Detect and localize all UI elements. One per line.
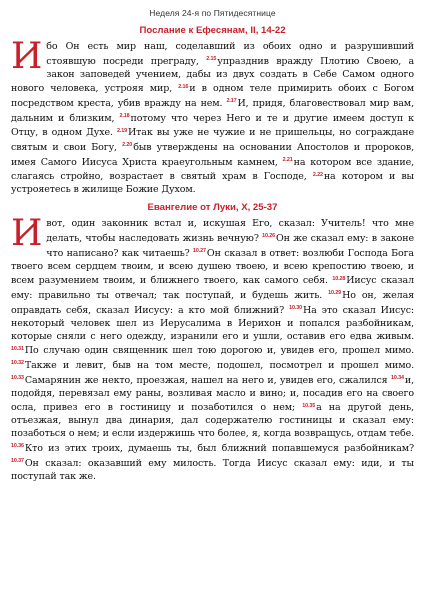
verse-text: Но он, желая оправдать себя, сказал Иисусу: а кто мой ближний?	[11, 289, 414, 316]
verse-number: 2.19	[116, 127, 127, 134]
verse-number: 10.26	[262, 233, 276, 240]
gospel-dropcap: И	[11, 213, 43, 255]
verse-number: 10.31	[11, 345, 24, 352]
verse-text: Он сказал: оказавший ему милость. Тогда Иисус сказал ему: иди, и ты поступай так же.	[11, 457, 414, 482]
verse-text: а на другой день, отъезжая, вынул два динария, дал содержателю гостиницы и сказал ему: позаботься о нем; и если издержишь что более, я, когда возвращусь, отдам тебе.	[11, 402, 414, 440]
verse-number: 10.29	[328, 290, 342, 297]
verse-text: Итак вы уже не чужие и не пришельцы, но сограждане святым и свои Богу,	[11, 127, 414, 153]
verse-text: и, подойдя, перевязал ему раны, возливая масло и вино; и, посадив его на своего осла, привез его в гостиницу и позаботился о нем;	[11, 374, 414, 414]
verse-number: 10.32	[11, 360, 24, 367]
verse-text: На это сказал Иисус: некоторый человек шел из Иерусалима в Иерихон и попался разбойникам, которые сняли с него одежду, изранили его и ушли, оставив его едва живым.	[11, 304, 414, 342]
verse-text: Также и левит, быв на том месте, подошел, посмотрел и прошел мимо.	[24, 359, 414, 371]
verse-number: 2.18	[119, 113, 130, 120]
verse-text: на котором и вы устрояетесь в жилище Божие Духом.	[11, 171, 414, 196]
verse-number: 10.36	[11, 443, 24, 450]
verse-number: 10.37	[11, 458, 24, 464]
verse-text: быв утверждены на основании Апостолов и пророков, имея Самого Иисуса Христа краеугольным камнем,	[11, 141, 414, 168]
verse-number: 2.20	[122, 142, 133, 149]
verse-text: потому что через Него и те и другие имеем доступ к Отцу, в одном Духе.	[11, 112, 414, 139]
verse-number: 2.21	[282, 156, 293, 163]
verse-number: 2.15	[206, 56, 217, 63]
verse-number: 2.17	[226, 98, 237, 105]
verse-text: По случаю один священник шел тою дорогою и, увидев его, прошел мимо.	[24, 345, 414, 357]
verse-number: 10.33	[11, 374, 24, 381]
verse-text: вот, один законник встал и, искушая Его, сказал: Учитель! что мне делать, чтобы наследовать жизнь вечную?	[46, 218, 414, 244]
verse-text: Иисус сказал ему: правильно ты отвечал; так поступай, и будешь жить.	[11, 275, 414, 301]
verse-number: 10.34	[390, 374, 404, 381]
verse-number: 10.30	[289, 304, 302, 311]
epistle-text	[11, 36, 415, 196]
verse-text: И, придя, благовествовал мир вам, дальним и близким,	[11, 97, 414, 124]
verse-number: 2.22	[312, 171, 323, 178]
verse-text: на котором все здание, слагаясь стройно, возрастает в святый храм в Господе,	[11, 156, 414, 183]
verse-text: бо Он есть мир наш, соделавший из обоих одно и разрушивший стоявшую посреди преграду,	[46, 41, 414, 67]
running-head: Неделя 24-я по Пятидесятнице	[149, 8, 276, 18]
gospel-body	[11, 213, 414, 482]
epistle-body	[11, 36, 415, 196]
verse-text: Самарянин же некто, проезжая, нашел на него и, увидев его, сжалился	[24, 374, 391, 386]
verse-number: 10.35	[302, 402, 316, 409]
verse-text: Он же сказал ему: в законе что написано? как читаешь?	[46, 232, 414, 259]
verse-number: 10.27	[193, 247, 206, 254]
gospel-text	[11, 213, 414, 482]
verse-text: и в одном теле примирить обоих с Богом посредством креста, убив вражду на нем.	[11, 83, 414, 109]
gospel-title: Евангелие от Луки, X, 25-37	[147, 202, 278, 214]
verse-text: упразднив вражду Плотию Своею, а закон заповедей учением, дабы из двух создать в Себе Самом одного нового человека, устрояя мир,	[11, 55, 415, 95]
verse-text: Он сказал в ответ: возлюби Господа Бога твоего всем сердцем твоим, и всею душею твоею, и всею крепостию твоею, и всем разумением твоим, и ближнего твоего, как самого себя.	[11, 247, 414, 287]
verse-number: 2.16	[178, 83, 189, 90]
epistle-title: Послание к Ефесянам, II, 14-22	[139, 25, 286, 36]
verse-text: Кто из этих троих, думаешь ты, был ближний попавшемуся разбойникам?	[24, 442, 414, 454]
verse-number: 10.28	[332, 275, 346, 282]
epistle-dropcap: И	[11, 36, 43, 77]
